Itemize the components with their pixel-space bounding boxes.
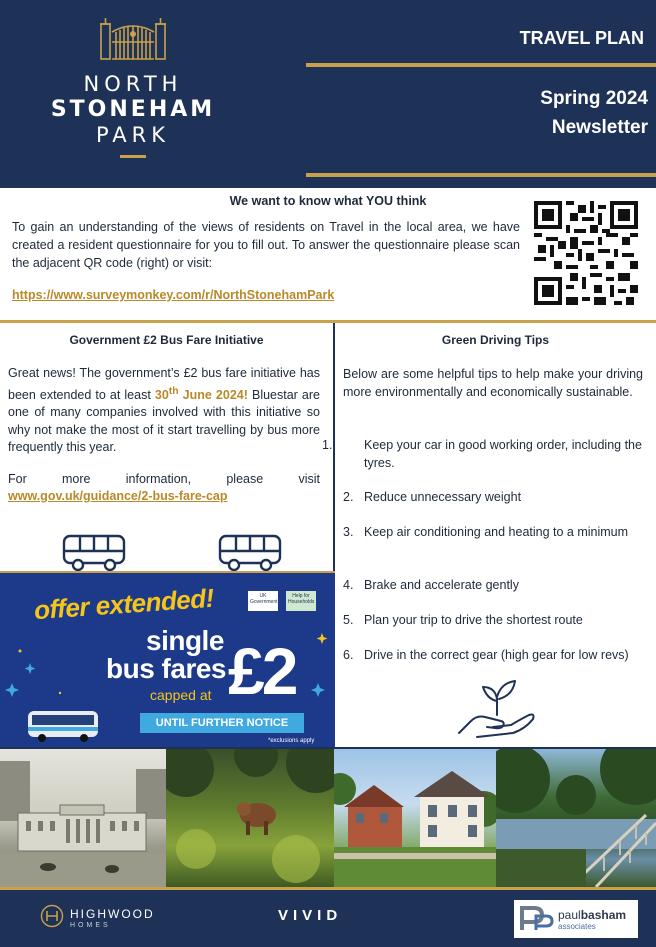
pba-monogram-icon xyxy=(520,906,554,932)
header-banner xyxy=(0,0,656,188)
survey-title: We want to know what YOU think xyxy=(229,194,427,208)
document-type-title: TRAVEL PLAN xyxy=(519,28,644,48)
logo-north: NORTH xyxy=(83,72,183,96)
bus-fare-date: 30th June 2024! xyxy=(154,385,248,402)
tip-item: 5. Plan your trip to drive the shortest route xyxy=(343,613,583,627)
logo-stoneham: STONEHAM xyxy=(50,97,216,122)
promo-until-badge: UNTIL FURTHER NOTICE xyxy=(140,713,304,733)
vivid-logo: VIVID xyxy=(278,907,343,924)
bus-fare-section xyxy=(0,323,335,571)
green-driving-section xyxy=(322,323,656,747)
photo-strip xyxy=(0,747,656,887)
hand-plant-icon xyxy=(457,677,543,739)
bus-icon xyxy=(62,534,126,572)
qr-code-icon[interactable] xyxy=(534,201,638,305)
green-tips-intro: Below are some helpful tips to help make your driving more environmentally and economically sustainable. xyxy=(343,367,643,399)
issue-title xyxy=(540,84,648,142)
promo-exclusions: *exclusions apply xyxy=(268,738,315,744)
pba-sub: associates xyxy=(558,922,596,931)
green-tips-title: Green Driving Tips xyxy=(441,333,550,347)
new-homes-photo xyxy=(334,749,496,887)
logo-park: PARK xyxy=(95,123,171,147)
north-stoneham-park-logo xyxy=(28,14,238,164)
promo-capped-text: capped at xyxy=(150,687,212,703)
gate-icon xyxy=(99,14,167,60)
issue-season: Spring 2024 xyxy=(540,88,648,109)
help-for-households-logo: Help for Households xyxy=(286,591,316,611)
pba-name: paulbasham xyxy=(558,908,627,922)
tip-item: 2. Reduce unnecessary weight xyxy=(343,490,522,504)
logo-underline xyxy=(120,155,146,158)
promo-bus-fares-text: bus fares xyxy=(106,653,226,684)
promo-single-text: single xyxy=(146,625,224,656)
header-divider-top xyxy=(306,63,656,67)
survey-link[interactable]: https://www.surveymonkey.com/r/NorthStonehamPark xyxy=(12,288,335,302)
bus-fare-more-info: For more information, please visit xyxy=(8,472,320,486)
paul-basham-associates-logo xyxy=(514,900,638,938)
tip-item: 1. Keep your car in good working order, including the tyres. xyxy=(322,438,642,470)
highwood-sub: HOMES xyxy=(70,922,111,929)
survey-text: To gain an understanding of the views of residents on Travel in the local area, we have created a resident questionnaire for you to fill out. To answer the questionnaire please scan the adjacent QR code (right) or visit: xyxy=(12,220,520,270)
tip-item: 4. Brake and accelerate gently xyxy=(343,578,519,592)
bus-fare-link[interactable]: www.gov.uk/guidance/2-bus-fare-cap xyxy=(8,489,228,503)
historic-house-photo xyxy=(0,749,166,887)
lake-bridge-photo xyxy=(496,749,656,887)
bus-fare-title: Government £2 Bus Fare Initiative xyxy=(69,333,264,347)
bus-fare-text: Great news! The government’s £2 bus fare initiative has been extended to at least 30th June 2024! Bluestar are one of many companies involved with this initiative so why not make the most of it start travelling by bus more frequently this year. xyxy=(8,366,320,455)
issue-label: Newsletter xyxy=(551,117,648,138)
promo-amount: £2 xyxy=(228,634,296,708)
tip-item: 3. Keep air conditioning and heating to a minimum xyxy=(343,525,629,539)
uk-government-logo: UK Government xyxy=(248,591,278,611)
bus-fare-promo-banner xyxy=(0,571,335,747)
tip-item: 6. Drive in the correct gear (high gear for low revs) xyxy=(343,648,629,662)
header-divider-bottom xyxy=(306,173,656,177)
highwood-name: HIGHWOOD xyxy=(70,907,155,921)
footer xyxy=(0,890,656,947)
highwood-monogram-icon xyxy=(40,904,64,928)
survey-section xyxy=(0,190,656,320)
bus-icon xyxy=(218,534,282,572)
highland-cow-photo xyxy=(166,749,334,887)
promo-offer-text: offer extended! xyxy=(33,582,215,626)
